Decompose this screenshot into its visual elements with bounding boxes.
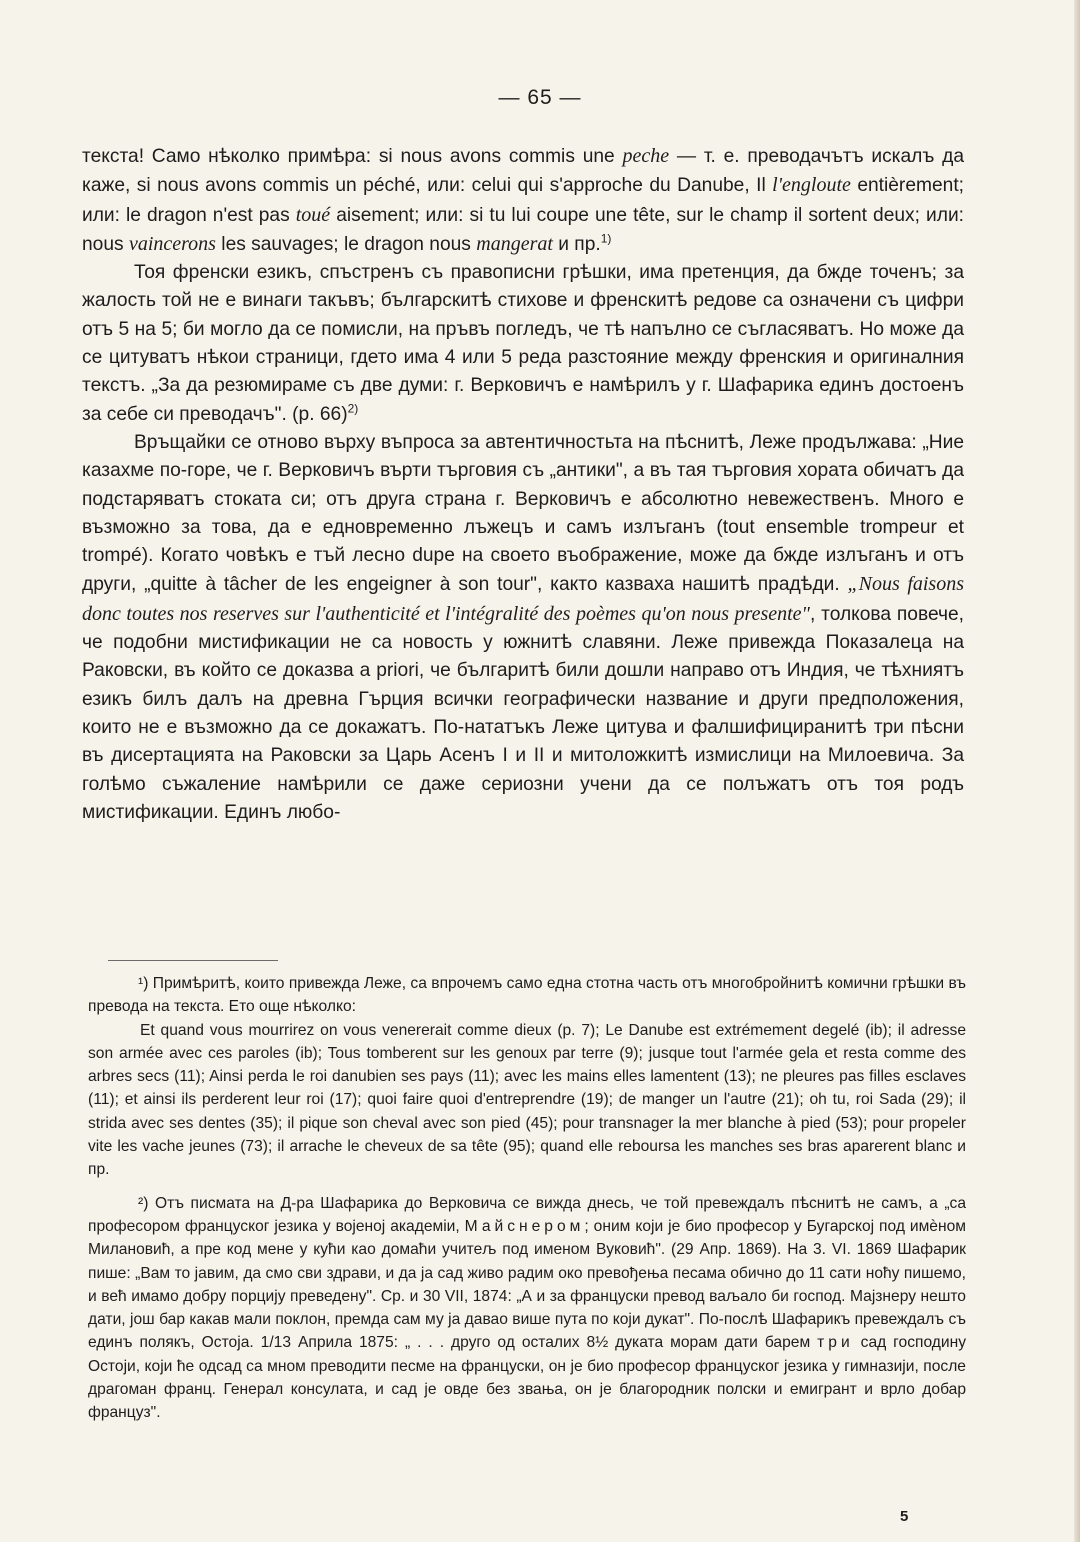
footnote-ref-1: 1) <box>600 231 612 246</box>
page-edge <box>1074 0 1080 1542</box>
footnote-divider <box>108 960 278 961</box>
paragraph-2: Тоя френски езикъ, спъстренъ съ правописни грѣшки, има претенция, да бжде точенъ; за жалость той не е винаги такъвъ; българскитѣ стихове и френскитѣ редове са означени съ цифри отъ 5 на 5; би могло да се помисли, на пръвъ погледъ, че тѣ напълно се съгласяватъ. Но може да се цитуватъ нѣкои страници, гдето има 4 или 5 реда разстояние между френския и оригиналния текстъ. „За да резюмираме съ две думи: г. Верковичъ е намѣрилъ у г. Шафарика единъ достоенъ за себе си преводачъ". (р. 66)$^{2)}$ <box>82 262 964 425</box>
signature-mark: 5 <box>900 1508 909 1525</box>
footnote-1: ¹) Примѣритѣ, които привежда Леже, са впрочемъ само една стотна часть отъ многобройнитѣ комични грѣшки въ превода на текста. Ето още нѣколко: <box>88 975 966 1016</box>
paragraph-1: текста! Само нѣколко примѣра: si nous avons commis une peche — т. е. преводачътъ искалъ да каже, si nous avons commis un péché, или: celui qui s'approche du Danube, Il l'engloute entièrement; или: le dragon n'est pas toué aisement; или: si tu lui coupe une tête, sur le champ il sortent deux; или: nous vaincerons les sauvages; le dragon nous mangerat и пр.$^{1)}$ <box>82 145 964 255</box>
footnotes <box>88 972 966 1425</box>
page-number: — 65 — <box>498 86 582 109</box>
paragraph-3: Връщайки се отново върху въпроса за автентичностьта на пѣснитѣ, Леже продължава: „Ние казахме по-горе, че г. Верковичъ върти търговия съ „антики", а въ тая търговия хората обичатъ да подстаряватъ стоката си; отъ друга страна г. Верковичъ е абсолютно невежественъ. Много е възможно за това, да е едновременно лъжецъ и самъ излъганъ (tout ensemble trompeur et trompé). Когато човѣкъ е тъй лесно dupe на своето въображение, може да бжде излъганъ и отъ други, „quitte à tâcher de les engeigner à son tour", както казваха нашитѣ прадѣди. „Nous faisons donc toutes nos reserves sur l'authenticité et l'intégralité des poèmes qu'on nous presente", толкова повече, че подобни мистификации не са новость у южнитѣ славяни. Леже привежда Показалеца на Раковски, въ който се доказва а priori, че българитѣ били дошли направо отъ Индия, че тѣхниятъ езикъ билъ далъ на древна Гърция всички географически название и други предположения, които не е възможно да се докажатъ. По-нататъкъ Леже цитува и фалшифициранитѣ три пѣсни въ дисертацията на Раковски за Царь Асенъ I и II и митоложкитѣ измислици на Милоевича. За голѣмо съжаление намѣрили се даже сериозни учени да се полъжатъ отъ тоя родъ мистификации. Единъ любо- <box>82 431 964 823</box>
footnote-1-examples: Et quand vous mourrirez on vous venererait comme dieux (p. 7); Le Danube est extrémement degelé (ib); il adresse son armée avec ces paroles (ib); Tous tomberent sur les genoux par terre (9); jusque tout l'armée gela et resta comme des arbres secs (11); Ainsi perda le roi danubien ses pays (11); avec les mains elles lamentent (13); ne pleures pas filles esclaves (11); et ainsi ils perderent leur roi (17); quoi faire quoi d'entreprendre (19); de manger un l'autre (21); oh tu, roi Sada (29); il strida avec ses dentes (35); il pique son cheval avec son pied (45); pour transnager la mer blanche à pied (53); pour propeler vite les vache jeunes (73); il arrache le cheveux de sa tête (95); quand elle reboursa les manches ses bras aparerent blanc и пр. <box>88 1021 966 1179</box>
footnote-ref-2: 2) <box>347 401 359 416</box>
footnote-2: ²) Отъ писмата на Д-ра Шафарика до Верковича се вижда днесь, че той превеждалъ пѣснитѣ не самъ, а „са професором француског језика у војеној академіи, Майснером; оним који је био професор у Бугарској под имѐном Милановић, а пре код мене у кући као домаћи учитељ под именом Вуковић". (29 Апр. 1869). На 3. VI. 1869 Шафарик пише: „Вам то јавим, да смо сви здрави, и да ја сад живо радим око превођења песама обично до 11 сати ноћу пишемо, и већ имамо добру порцију преведену". Ср. и 30 VII, 1874: „А и за француски превод ваљало би господ. Мајзнеру нешто дати, још бар какав мали поклон, премда сам му ја давао више пута по који дукат". По-послѣ Шафарикъ превеждалъ съ единъ полякъ, Остоја. 1/13 Априла 1875: „ . . . друго од осталих 8½ дуката морам дати барем три сад господину Остоји, који ће одсад са мном преводити песме на француски, он је био професор француског језика у гимназији, после драгоман франц. Генерал консулата, и сад је овде без звања, он је благородник полски и емигрант и врло добар француз". <box>88 1194 966 1422</box>
main-text <box>82 142 964 827</box>
